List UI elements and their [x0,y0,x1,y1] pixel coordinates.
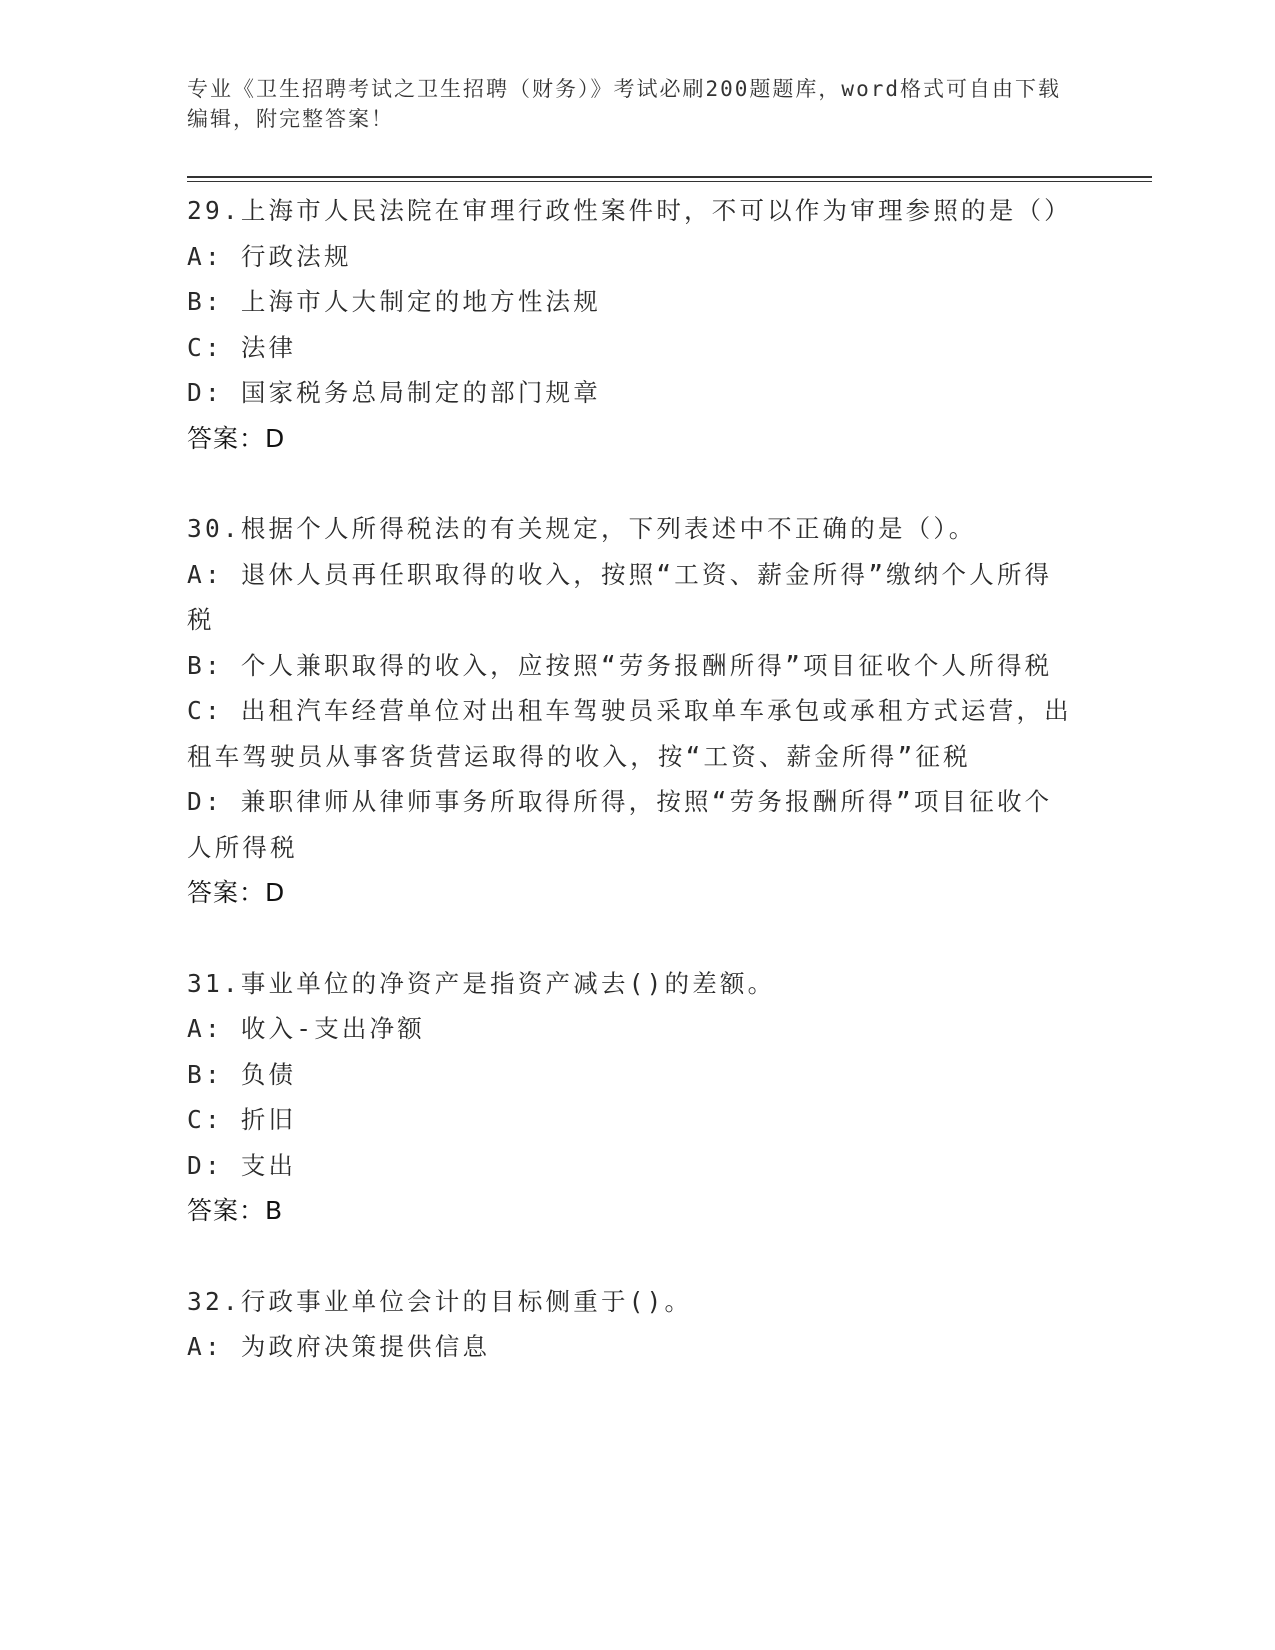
option-b: B: 上海市人大制定的地方性法规 [187,287,601,316]
question-list [187,188,1077,1415]
question-32 [187,1279,1077,1370]
option-b: B: 负债 [187,1059,297,1089]
option-c: C: 出租汽车经营单位对出租车驾驶员采取单车承包或承租方式运营，出租车驾驶员从事客货营运取得的收入，按“工资、薪金所得”征税 [187,696,1072,771]
question-stem: 32.行政事业单位会计的目标侧重于()。 [187,1286,693,1316]
question-stem: 30.根据个人所得税法的有关规定，下列表述中不正确的是（）。 [187,514,977,543]
answer-line: 答案：B [187,1196,284,1225]
option-a: A: 收入-支出净额 [187,1014,426,1043]
question-stem: 31.事业单位的净资产是指资产减去()的差额。 [187,968,776,998]
header-divider-thick [187,176,1152,178]
question-29 [187,188,1077,461]
header-divider-thin [187,181,1152,182]
option-d: D: 支出 [187,1150,297,1180]
option-a: A: 退休人员再任职取得的收入，按照“工资、薪金所得”缴纳个人所得税 [187,559,1053,634]
answer-line: 答案：D [187,423,286,453]
question-30 [187,506,1077,916]
option-a: A: 行政法规 [187,241,352,271]
option-d: D: 国家税务总局制定的部门规章 [187,378,601,407]
document-header: 专业《卫生招聘考试之卫生招聘（财务）》考试必刷200题题库，word格式可自由下载编辑，附完整答案！ [187,77,1061,131]
option-b: B: 个人兼职取得的收入，应按照“劳务报酬所得”项目征收个人所得税 [187,650,1053,680]
question-stem: 29.上海市人民法院在审理行政性案件时，不可以作为审理参照的是（） [187,196,1072,225]
answer-line: 答案：D [187,878,286,907]
option-c: C: 折旧 [187,1105,297,1134]
option-a: A: 为政府决策提供信息 [187,1332,491,1361]
question-31 [187,961,1077,1234]
option-d: D: 兼职律师从律师事务所取得所得，按照“劳务报酬所得”项目征收个人所得税 [187,787,1053,862]
option-c: C: 法律 [187,332,297,362]
